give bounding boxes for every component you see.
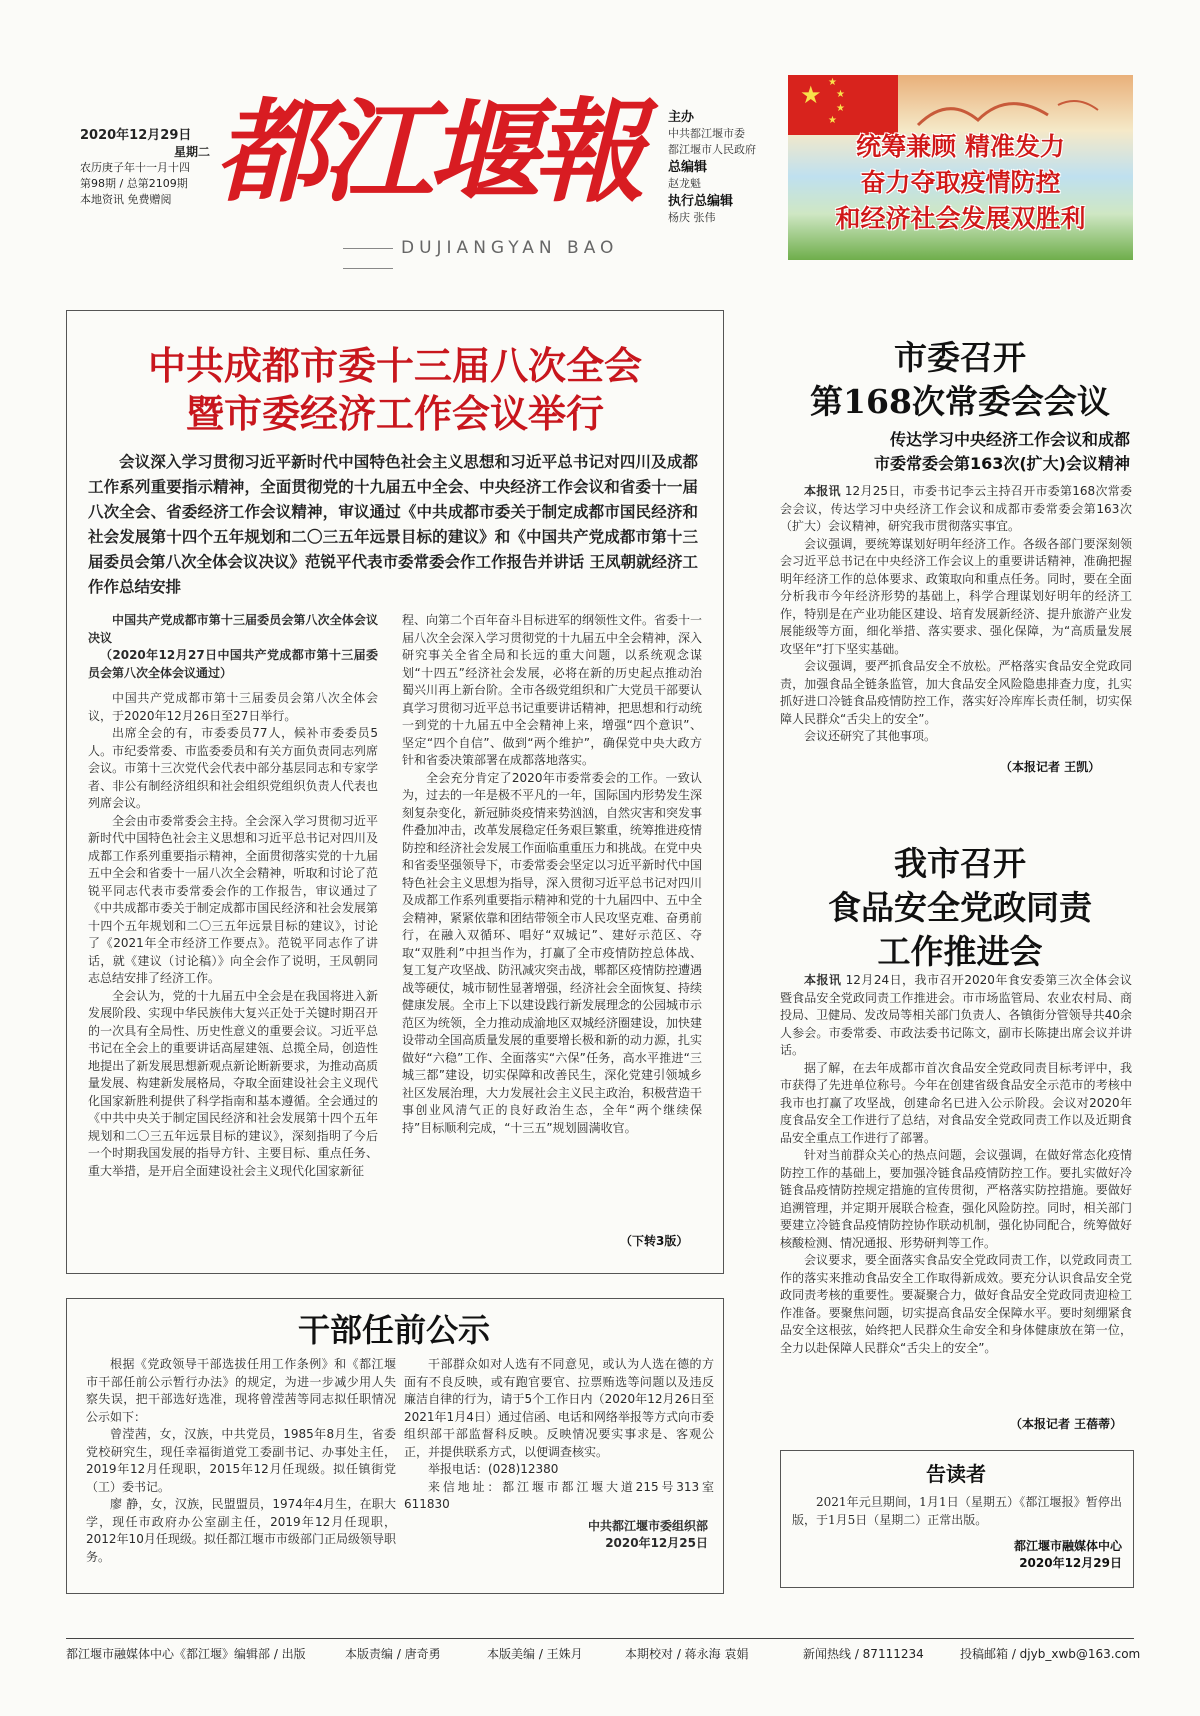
dateline: 本报讯 <box>804 973 842 987</box>
paragraph: 会议还研究了其他事项。 <box>804 729 937 743</box>
slogan-banner <box>788 75 1133 260</box>
ra1-subtitle-1: 传达学习中央经济工作会议和成都 <box>889 430 1130 449</box>
sponsor-2: 都江堰市人民政府 <box>668 143 756 156</box>
paragraph: 全会充分肯定了2020年市委常委会的工作。一致认为，过去的一年是极不平凡的一年，国际国内形势发生深刻复杂变化，新冠肺炎疫情来势汹汹，自然灾害和突发事件叠加冲击，改革发展稳定任务艰巨繁重，统筹推进疫情防控和经济社会发展工作面临重重压力和挑战。在党中央和省委坚强领导下，市委常委会坚定以习近平新时代中国特色社会主义思想为指导，深入贯彻习近平总书记对四川及成都工作系列重要指示精神和党的十九届四中、五中全会精神，紧紧依靠和团结带领全市人民攻坚克难、奋勇前行，在融入双循环、唱好“双城记”、建好示范区、夺取“双胜利”中担当作为，打赢了全市疫情防控总体战、复工复产攻坚战、防汛减灾突击战，郫都区疫情防控遭遇战等硬仗，城市韧性显著增强，经济社会全面恢复、持续健康发展。全市上下以建设践行新发展理念的公园城市示范区为统领，全力推动成渝地区双城经济圈建设，加快建设带动全国高质量发展的重要增长极和新的动力源，扎实做好“六稳”工作、全面落实“六保”任务，高水平推进“三城三都”建设，切实保障和改善民生，深化党建引领城乡社区发展治理，大力发展社会主义民主政治，积极营造干事创业风清气正的良好政治生态，全年“两个继续保持”目标顺利完成，“十三五”规划圆满收官。 <box>402 770 702 1135</box>
ra2-title-line-1: 我市召开 <box>894 844 1026 883</box>
lead-article-title <box>70 342 720 438</box>
continued-note: （下转3版） <box>620 1234 689 1248</box>
dateline: 本报讯 <box>804 484 841 498</box>
exec-editor-label: 执行总编辑 <box>668 194 734 209</box>
resolution-title: 中国共产党成都市第十三届委员会第八次全体会议决议 <box>88 613 378 645</box>
lead-title-line-2: 暨市委经济工作会议举行 <box>185 391 604 436</box>
paragraph: 会议强调，要统筹谋划好明年经济工作。各级各部门要深刻领会习近平总书记在中央经济工作会议上的重要讲话精神，准确把握明年经济工作的总体要求、政策取向和重点任务。同时，要在全面分析我市今年经济形势的基础上，科学合理谋划好明年的经济工作，特别是在产业功能区建设、培育发展新经济、提升旅游产业发展能级等方面，细化举措、落实要求、强化保障，为“高质量发展攻坚年”打下坚实基础。 <box>780 536 1132 656</box>
reader-notice-sign <box>790 1538 1122 1572</box>
right-article-2-body <box>780 972 1132 1434</box>
banner-line-2: 奋力夺取疫情防控 <box>860 168 1061 197</box>
ra1-subtitle-2: 市委常委会第163次(扩大)会议精神 <box>873 454 1130 473</box>
ra1-title-line-1: 市委召开 <box>894 338 1026 377</box>
notice-signature: 中共都江堰市委组织部 <box>587 1518 708 1533</box>
paragraph: 根据《党政领导干部选拔任用工作条例》和《都江堰市干部任前公示暂行办法》的规定，为进一步减少用人失察失误，把干部选好选准，现将曾滢茜等同志拟任职情况公示如下： <box>86 1357 396 1424</box>
newspaper-logo <box>215 78 655 268</box>
paragraph: 据了解，在去年成都市首次食品安全党政同责目标考评中，我市获得了先进单位称号。今年在创建省级食品安全示范市的考核中我市也打赢了攻坚战，创建命名已进入公示阶段。会议对2020年度食品安全工作进行了总结，对食品安全党政同责工作以及近期食品安全重点工作进行了部署。 <box>780 1060 1132 1145</box>
notice-title: 干部任前公示 <box>297 1311 490 1349</box>
footer-divider <box>66 1638 1134 1639</box>
banner-line-3: 和经济社会发展双胜利 <box>835 204 1086 233</box>
footer-proofreader: 本期校对 / 蒋永海 袁娟 <box>625 1647 749 1661</box>
sponsor-1: 中共都江堰市委 <box>668 127 745 140</box>
paragraph: 12月25日，市委书记李云主持召开市委第168次常委会会议，传达学习中央经济工作会议和成都市委常委会第163次（扩大）会议精神，研究我市贯彻落实事宜。 <box>780 484 1132 533</box>
paragraph: 廖 静，女，汉族，民盟盟员，1974年4月生，在职大学，现任市政府办公室副主任，2019年12月任现职，2012年10月任现级。拟任都江堰市市级部门正局级领导职务。 <box>86 1497 396 1564</box>
notice-date: 2020年12月25日 <box>605 1536 708 1550</box>
footer-designer: 本版美编 / 王姝月 <box>487 1647 583 1661</box>
byline: （本报记者 王凯） <box>1000 760 1101 774</box>
distribution-note: 本地资讯 免费赠阅 <box>80 193 172 206</box>
right-article-1-subtitle <box>780 428 1130 476</box>
notice-col-1 <box>86 1356 396 1584</box>
paragraph: 曾滢茜，女，汉族，中共党员，1985年8月生，省委党校研究生，现任幸福街道党工委副书记、办事处主任，2019年12月任现职，2015年12月任现级。拟任镇街党（工）委书记。 <box>86 1427 396 1494</box>
footer-publisher: 都江堰市融媒体中心《都江堰》编辑部 / 出版 <box>66 1647 306 1661</box>
lead-article-col-2 <box>402 612 702 1227</box>
editor-name: 赵龙魁 <box>668 177 701 190</box>
byline: （本报记者 王蓓蒂） <box>1010 1417 1123 1431</box>
paragraph: 程、向第二个百年奋斗目标进军的纲领性文件。省委十一届八次全会深入学习贯彻党的十九届五中全会精神，深入研究事关全省全局和长远的重大问题，以系统观念谋划“十四五”经济社会发展，必将在新的历史起点推动治蜀兴川再上新台阶。全市各级党组织和广大党员干部要认真学习贯彻习近平总书记重要讲话精神，把思想和行动统一到党的十九届五中全会精神上来，增强“四个意识”、坚定“四个自信”、做到“两个维护”，确保党中央大政方针和省委决策部署在成都落地落实。 <box>402 613 702 767</box>
lead-article-summary: 会议深入学习贯彻习近平新时代中国特色社会主义思想和习近平总书记对四川及成都工作系列重要指示精神，全面贯彻党的十九届五中全会、中央经济工作会议和省委十一届八次全会、省委经济工作会议精神，审议通过《中共成都市委关于制定成都市国民经济和社会发展第十四个五年规划和二〇三五年远景目标的建议》和《中国共产党成都市第十三届委员会第八次全体会议决议》范锐平代表市委常委会作工作报告并讲话 王凤朝就经济工作作总结安排 <box>88 453 698 596</box>
reader-notice-text: 2021年元旦期间，1月1日（星期五）《都江堰报》暂停出版，于1月5日（星期二）正常出版。 <box>792 1495 1122 1527</box>
reader-notice-signature: 都江堰市融媒体中心 <box>1013 1539 1122 1553</box>
address: 来信地址：都江堰市都江堰大道215号313室 611830 <box>404 1479 714 1511</box>
flag-graphic: ★ ★ ★ ★ ★ <box>788 75 898 135</box>
paragraph: 会议强调，要严抓食品安全不放松。严格落实食品安全党政同责，加强食品全链条监管，加大食品安全风险隐患排查力度，扎实抓好进口冷链食品疫情防控工作，落实好冷库库长责任制，切实保障人民群众“舌尖上的安全”。 <box>780 659 1132 726</box>
right-article-2-title <box>790 842 1130 974</box>
ra2-title-line-3: 工作推进会 <box>877 932 1043 971</box>
footer-email[interactable]: 投稿邮箱 / djyb_xwb@163.com <box>960 1647 1141 1661</box>
issue-number: 第98期 / 总第2109期 <box>80 177 188 190</box>
editor-label: 总编辑 <box>668 160 708 175</box>
banner-line-1: 统筹兼顾 精准发力 <box>856 132 1065 161</box>
lunar-date: 农历庚子年十一月十四 <box>80 161 190 174</box>
phone: 举报电话：(028)12380 <box>428 1462 559 1476</box>
sponsor-label: 主办 <box>668 110 695 125</box>
masthead-info <box>80 128 210 208</box>
paragraph: 会议要求，要全面落实食品安全党政同责工作，以党政同责工作的落实来推动食品安全工作取得新成效。要充分认识食品安全党政同责考核的重要性。要凝聚合力，做好食品安全党政同责迎检工作准备。要聚焦问题，切实提高食品安全保障水平。要时刻绷紧食品安全这根弦，始终把人民群众生命安全和身体健康放在第一位，全力以赴保障人民群众“舌尖上的安全”。 <box>780 1253 1132 1355</box>
masthead-credits <box>668 108 783 226</box>
paragraph: 全会由市委常委会主持。全会深入学习贯彻习近平新时代中国特色社会主义思想和习近平总书记对四川及成都工作系列重要指示精神，全面贯彻落实党的十九届五中全会和省委十一届八次全会精神，听取和讨论了范锐平同志代表市委常委会作的工作报告，审议通过了《中共成都市委关于制定成都市国民经济和社会发展第十四个五年规划和二〇三五年远景目标的建议》，讨论了《2021年全市经济工作要点》。范锐平同志作了讲话，就《建议（讨论稿）》向全会作了说明，王凤朝同志总结安排了经济工作。 <box>88 813 378 985</box>
lead-title-line-1: 中共成都市委十三届八次全会 <box>147 343 642 388</box>
ra1-title-line-2: 第168次常委会会议 <box>810 382 1110 421</box>
paragraph: 出席全会的有，市委委员77人，候补市委委员5人。市纪委常委、市监委委员和有关方面负责同志列席会议。市第十三次党代会代表中部分基层同志和专家学者、非公有制经济组织和社会组织党组织负责人代表也列席会议。 <box>88 726 378 810</box>
paragraph: 干部群众如对人选有不同意见，或认为人选在德的方面有不良反映，或有跑官要官、拉票贿选等问题以及违反廉洁自律的行为，请于5个工作日内（2020年12月26日至2021年1月4日）通过信函、电话和网络举报等方式向市委组织部干部监督科反映。反映情况要实事求是、客观公正，并提供联系方式，以便调查核实。 <box>404 1357 714 1459</box>
footer-hotline: 新闻热线 / 87111234 <box>803 1647 924 1661</box>
footer-editor: 本版责编 / 唐奇勇 <box>345 1647 441 1661</box>
paragraph: 中国共产党成都市第十三届委员会第八次全体会议，于2020年12月26日至27日举行。 <box>88 691 378 723</box>
exec-editor-names: 杨庆 张伟 <box>668 211 716 224</box>
paragraph: 全会认为，党的十九届五中全会是在我国将进入新发展阶段、实现中华民族伟大复兴正处于关键时期召开的一次具有全局性、历史性意义的重要会议。习近平总书记在全会上的重要讲话高屋建瓴、总揽全局，创造性地提出了新发展思想新观点新论断新要求，为推动高质量发展、构建新发展格局，夺取全面建设社会主义现代化国家新胜利提供了科学指南和基本遵循。全会通过的《中共中央关于制定国民经济和社会发展第十四个五年规划和二〇三五年远景目标的建议》，深刻指明了今后一个时期我国发展的指导方针、主要目标、重点任务、重大举措，是开启全面建设社会主义现代化国家新征 <box>88 988 378 1178</box>
paragraph: 12月24日，我市召开2020年食安委第三次全体会议暨食品安全党政同责工作推进会。市市场监管局、农业农村局、商投局、卫健局、发改局等相关部门负责人、各镇街分管领导共40余人参会。市委常委、市政法委书记陈文，副市长陈捷出席会议并讲话。 <box>780 973 1132 1057</box>
right-article-1-title <box>790 336 1130 424</box>
logo-pinyin: DUJIANGYAN BAO <box>335 238 655 278</box>
paragraph: 针对当前群众关心的热点问题，会议强调，在做好常态化疫情防控工作的基础上，要加强冷链食品疫情防控工作。要扎实做好冷链食品疫情防控规定措施的宣传贯彻，严格落实防控措施。要做好追溯管理，并定期开展联合检查，强化风险防控。同时，相关部门要建立冷链食品疫情防控协作联动机制，强化协同配合，统筹做好核酸检测、情况通报、形势研判等工作。 <box>780 1148 1132 1250</box>
reader-notice-title: 告读者 <box>926 1462 986 1486</box>
lead-article-col-1 <box>88 612 378 1242</box>
weekday: 星期二 <box>173 145 210 159</box>
logo-text: 都江堰報 <box>215 87 639 218</box>
ra2-title-line-2: 食品安全党政同责 <box>828 888 1092 927</box>
issue-date: 2020年12月29日 <box>80 128 192 143</box>
resolution-note: （2020年12月27日中国共产党成都市第十三届委员会第八次全体会议通过） <box>88 648 378 680</box>
right-article-1-body <box>780 483 1132 779</box>
reader-notice-date: 2020年12月29日 <box>1019 1556 1122 1570</box>
notice-col-2 <box>404 1356 714 1584</box>
